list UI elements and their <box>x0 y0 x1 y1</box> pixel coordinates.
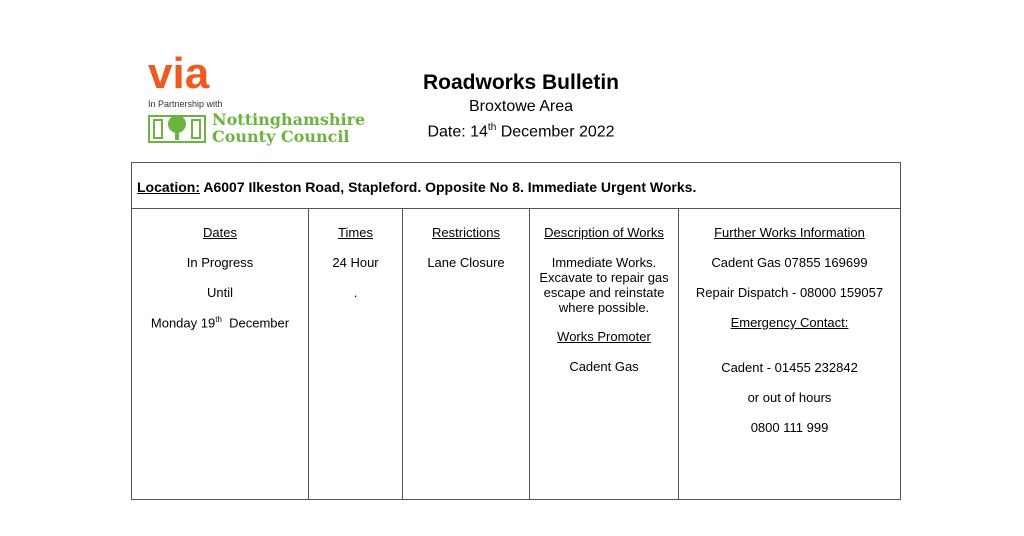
dates-line3-sup: th <box>215 315 222 324</box>
council-name-line2: County Council <box>212 127 350 146</box>
council-name <box>212 111 365 145</box>
dates-line2: Until <box>206 285 233 300</box>
description-text: Immediate Works. Excavate to repair gas escape and reinstate where possible. <box>539 255 669 315</box>
dates-line1: In Progress <box>186 255 254 270</box>
date-suffix: December 2022 <box>496 123 615 141</box>
partner-text: In Partnership with <box>148 99 223 109</box>
location-label: Location: <box>137 179 200 195</box>
dates-header: Dates <box>203 225 237 240</box>
further-header: Further Works Information <box>714 225 865 240</box>
dates-line3 <box>132 315 308 330</box>
roadworks-table <box>131 162 901 500</box>
date-sup: th <box>487 122 497 133</box>
date-prefix: Date: 14 <box>427 123 488 141</box>
dates-column <box>132 209 309 499</box>
promoter-header: Works Promoter <box>557 329 651 344</box>
bulletin-date <box>380 117 662 142</box>
times-line1: 24 Hour <box>332 255 379 270</box>
dates-line3-suffix: December <box>221 315 290 331</box>
further-line2: Repair Dispatch - 08000 159057 <box>695 285 884 300</box>
details-row <box>132 209 900 499</box>
emergency-header: Emergency Contact: <box>730 315 849 330</box>
description-column <box>530 209 679 499</box>
bulletin-header <box>380 70 662 142</box>
location-text: A6007 Ilkeston Road, Stapleford. Opposite No 8. Immediate Urgent Works. <box>200 179 697 195</box>
svg-text:via: via <box>148 49 210 94</box>
further-info-column <box>679 209 900 499</box>
location-row <box>132 163 900 209</box>
emergency-line1: Cadent - 01455 232842 <box>721 360 858 375</box>
emergency-line3: 0800 111 999 <box>750 420 829 435</box>
further-line1: Cadent Gas 07855 169699 <box>711 255 868 270</box>
council-tree-icon <box>148 110 206 144</box>
description-header: Description of Works <box>544 225 664 240</box>
dates-line3-prefix: Monday 19 <box>150 315 216 331</box>
council-name-line1: Nottinghamshire <box>212 110 366 129</box>
bulletin-area: Broxtowe Area <box>468 98 574 115</box>
times-column <box>309 209 403 499</box>
times-header: Times <box>338 225 373 240</box>
via-logo-mark <box>148 48 230 94</box>
restrictions-column <box>403 209 530 499</box>
times-line2: . <box>353 285 358 300</box>
restrictions-line1: Lane Closure <box>427 255 505 270</box>
promoter-name: Cadent Gas <box>569 359 639 374</box>
emergency-line2: or out of hours <box>747 390 832 405</box>
restrictions-header: Restrictions <box>432 225 500 240</box>
bulletin-title: Roadworks Bulletin <box>422 71 620 94</box>
via-nottinghamshire-logo <box>148 48 378 148</box>
